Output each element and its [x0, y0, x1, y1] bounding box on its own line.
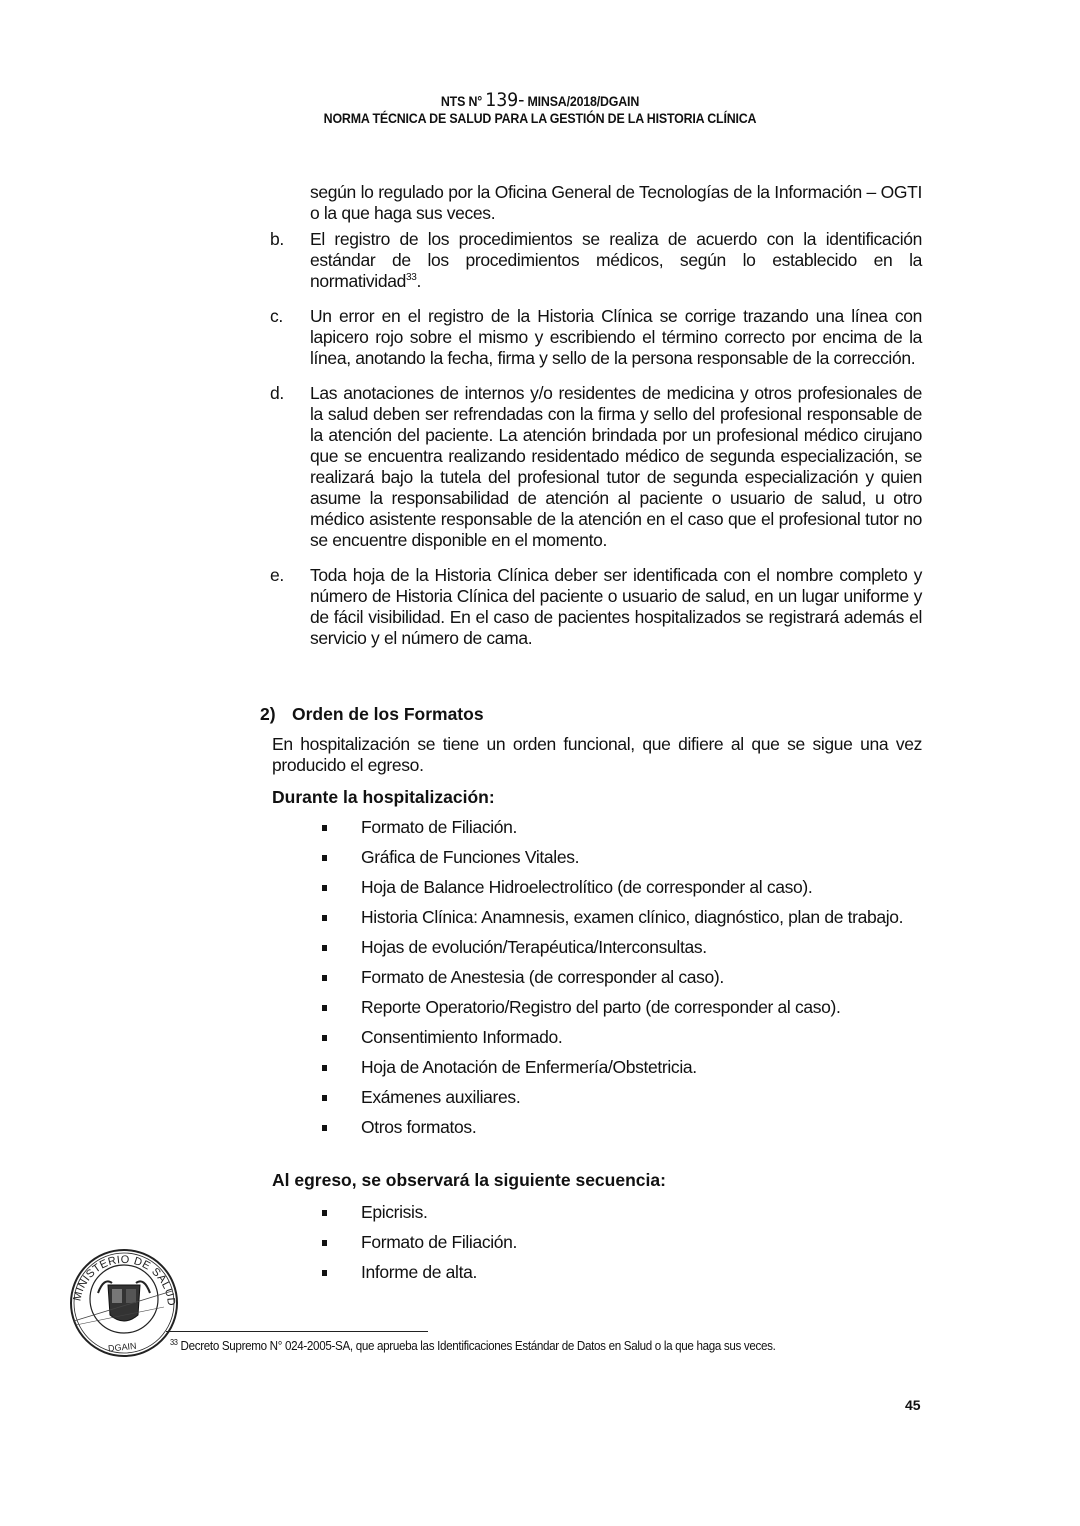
page-header [43, 89, 1037, 127]
footnote [170, 1338, 776, 1353]
footnote-number: 33 [170, 1338, 178, 1347]
list-item [320, 1202, 922, 1223]
item-label: d. [270, 383, 284, 403]
bullet-icon [322, 945, 327, 951]
svg-text:DGAIN: DGAIN [107, 1340, 137, 1354]
list-item [320, 1262, 922, 1283]
item-text: Toda hoja de la Historia Clínica deber ser identificada con el nombre completo y número de Historia Clínica del paciente o usuario de salud, en un lugar uniforme y de fácil visibilidad. En el caso de pacientes hospitalizados se registrará además el servicio y el número de cama. [310, 565, 922, 648]
bullet-icon [322, 1065, 327, 1071]
code-suffix: MINSA/2018/DGAIN [524, 94, 640, 109]
discharge-heading: Al egreso, se observará la siguiente secuencia: [272, 1170, 666, 1190]
code-prefix: NTS N° [440, 94, 486, 109]
bullet-icon [322, 1270, 327, 1276]
item-punctuation: . [416, 271, 421, 291]
item-label: e. [270, 565, 284, 585]
item-text: Epicrisis. [361, 1202, 428, 1222]
svg-text:MINISTERIO DE SALUD: MINISTERIO DE SALUD [71, 1253, 178, 1307]
list-item [320, 1027, 922, 1048]
handwritten-number: 139- [485, 89, 525, 111]
list-item [320, 1232, 922, 1253]
bullet-icon [322, 1095, 327, 1101]
bullet-icon [322, 975, 327, 981]
item-text: Gráfica de Funciones Vitales. [361, 847, 580, 867]
list-item [320, 937, 922, 958]
item-label: c. [270, 306, 283, 326]
item-text: Informe de alta. [361, 1262, 477, 1282]
item-text: Hoja de Anotación de Enfermería/Obstetricia. [361, 1057, 697, 1077]
list-item [320, 907, 922, 928]
section-intro: En hospitalización se tiene un orden funcional, que difiere al que se sigue una vez producido el egreso. [272, 734, 922, 775]
bullet-icon [322, 1210, 327, 1216]
list-item-b [270, 229, 922, 292]
item-text: Las anotaciones de internos y/o residentes de medicina y otros profesionales de la salud deben ser refrendadas con la firma y sello del profesional responsable de la atención del paciente. La atención brindada por un profesional médico cirujano que se encuentra realizando residentado médico de segunda especialización, se realizará bajo la tutela del profesional tutor de segunda especialización y quien asume la responsabilidad de atención al paciente o usuario de salud, u otro médico asistente responsable de la atención en el caso que el profesional tutor no se encuentre disponible en el momento. [310, 383, 922, 550]
ministry-seal-icon [68, 1247, 180, 1359]
bullet-icon [322, 1125, 327, 1131]
bullet-icon [322, 855, 327, 861]
footnote-divider [166, 1331, 428, 1332]
bullet-icon [322, 1240, 327, 1246]
discharge-list [320, 1202, 922, 1292]
footnote-ref: 33 [406, 272, 417, 284]
list-item [320, 817, 922, 838]
list-item-c [270, 306, 922, 369]
item-text: El registro de los procedimientos se realiza de acuerdo con la identificación estándar de los procedimientos médicos, según lo establecido en la normatividad [310, 229, 922, 291]
item-text: Otros formatos. [361, 1117, 477, 1137]
bullet-icon [322, 885, 327, 891]
bullet-icon [322, 915, 327, 921]
item-text: Formato de Filiación. [361, 1232, 518, 1252]
item-text: Un error en el registro de la Historia Clínica se corrige trazando una línea con lapicero rojo sobre el mismo y escribiendo el término correcto por encima de la línea, anotando la fecha, firma y sello de la persona responsable de la corrección. [310, 306, 922, 368]
section-number: 2) [260, 704, 276, 724]
item-text: Exámenes auxiliares. [361, 1087, 521, 1107]
continuation-paragraph: según lo regulado por la Oficina General de Tecnologías de la Información – OGTI o la que haga sus veces. [310, 182, 922, 223]
item-text: Historia Clínica: Anamnesis, examen clínico, diagnóstico, plan de trabajo. [361, 907, 904, 927]
list-item [320, 1117, 922, 1138]
list-item [320, 997, 922, 1018]
list-item [320, 1087, 922, 1108]
item-text: Formato de Anestesia (de corresponder al caso). [361, 967, 724, 987]
document-title: NORMA TÉCNICA DE SALUD PARA LA GESTIÓN DE LA HISTORIA CLÍNICA [323, 111, 757, 126]
section-title: Orden de los Formatos [292, 704, 484, 724]
bullet-icon [322, 1035, 327, 1041]
item-text: Reporte Operatorio/Registro del parto (de corresponder al caso). [361, 997, 841, 1017]
list-item [320, 967, 922, 988]
bullet-icon [322, 1005, 327, 1011]
list-item-e [270, 565, 922, 649]
page-number: 45 [905, 1397, 921, 1413]
list-item-d [270, 383, 922, 551]
lettered-list [270, 229, 922, 661]
item-text: Hojas de evolución/Terapéutica/Interconsultas. [361, 937, 707, 957]
item-label: b. [270, 229, 284, 249]
item-text: Consentimiento Informado. [361, 1027, 563, 1047]
during-list [320, 817, 922, 1147]
section-heading [260, 704, 484, 725]
item-text: Hoja de Balance Hidroelectrolítico (de corresponder al caso). [361, 877, 813, 897]
list-item [320, 847, 922, 868]
list-item [320, 1057, 922, 1078]
bullet-icon [322, 825, 327, 831]
footnote-text: Decreto Supremo N° 024-2005-SA, que aprueba las Identificaciones Estándar de Datos en Salud o la que haga sus veces. [177, 1339, 776, 1354]
item-text: Formato de Filiación. [361, 817, 518, 837]
list-item [320, 877, 922, 898]
during-heading: Durante la hospitalización: [272, 787, 495, 807]
document-code [43, 89, 1037, 111]
